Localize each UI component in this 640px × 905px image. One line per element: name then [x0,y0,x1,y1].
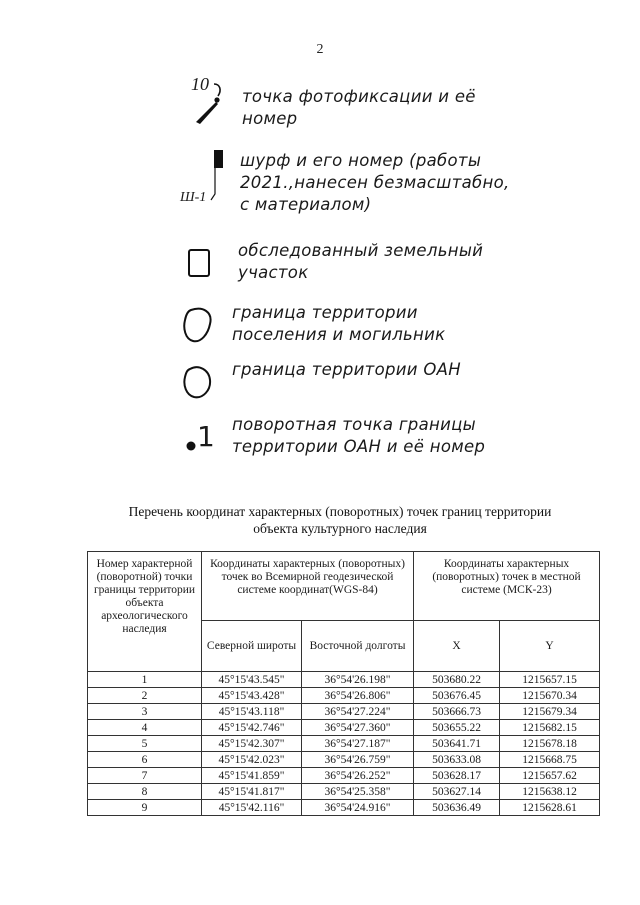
local-system-header: Координаты характерных (поворотных) точек в местной системе (МСК-23) [414,552,600,621]
photo-point-number: 10 [191,74,209,94]
east-longitude-header: Восточной долготы [302,621,414,672]
surveyed-plot-label: обследованный земельный участок [238,241,484,282]
point-number-cell: 1 [88,672,202,688]
y-coordinate-cell: 1215679.34 [500,704,600,720]
oan-boundary-icon [181,364,215,402]
table-header-row [88,552,600,621]
turning-point-number: 1 [197,420,215,453]
north-latitude-header: Северной широты [202,621,302,672]
table-row [88,784,600,800]
longitude-cell: 36°54'27.360" [302,720,414,736]
y-coordinate-cell: 1215678.18 [500,736,600,752]
point-number-cell: 6 [88,752,202,768]
pit-marker-icon [213,149,225,169]
longitude-cell: 36°54'27.224" [302,704,414,720]
x-coordinate-cell: 503655.22 [414,720,500,736]
oan-boundary-label: граница территории ОАН [232,360,461,379]
point-number-cell: 9 [88,800,202,816]
latitude-cell: 45°15'42.746" [202,720,302,736]
x-coordinate-cell: 503666.73 [414,704,500,720]
page-number: 2 [316,42,324,57]
table-row [88,704,600,720]
point-number-cell: 7 [88,768,202,784]
x-coordinate-cell: 503680.22 [414,672,500,688]
latitude-cell: 45°15'42.116" [202,800,302,816]
coordinates-table [87,551,600,816]
point-number-cell: 5 [88,736,202,752]
latitude-cell: 45°15'43.545" [202,672,302,688]
y-coordinate-cell: 1215657.62 [500,768,600,784]
latitude-cell: 45°15'43.118" [202,704,302,720]
pit-code: Ш-1 [180,190,207,205]
photo-point-label: точка фотофиксации и её номер [242,87,476,128]
photo-point-arrow-icon [192,80,232,128]
turning-point-label: поворотная точка границы территории ОАН и её номер [232,415,486,456]
latitude-cell: 45°15'43.428" [202,688,302,704]
y-coordinate-cell: 1215638.12 [500,784,600,800]
x-coordinate-cell: 503628.17 [414,768,500,784]
wgs-header: Координаты характерных (поворотных) точек во Всемирной геодезической системе координат(WGS-84) [202,552,414,621]
table-row [88,800,600,816]
surveyed-plot-icon [186,247,212,279]
settlement-boundary-label: граница территории поселения и могильник [232,303,446,344]
x-coordinate-cell: 503676.45 [414,688,500,704]
pit-label: шурф и его номер (работы 2021.,нанесен безмасштабно, с материалом) [240,151,510,214]
point-number-cell: 2 [88,688,202,704]
table-row [88,720,600,736]
latitude-cell: 45°15'41.817" [202,784,302,800]
longitude-cell: 36°54'26.198" [302,672,414,688]
point-number-header: Номер характерной (поворотной) точки границы территории объекта археологического наследия [88,552,202,672]
y-coordinate-cell: 1215682.15 [500,720,600,736]
x-coordinate-cell: 503633.08 [414,752,500,768]
longitude-cell: 36°54'24.916" [302,800,414,816]
settlement-boundary-icon [181,306,215,346]
y-coordinate-cell: 1215668.75 [500,752,600,768]
table-row [88,672,600,688]
longitude-cell: 36°54'25.358" [302,784,414,800]
x-coordinate-cell: 503641.71 [414,736,500,752]
point-number-cell: 8 [88,784,202,800]
longitude-cell: 36°54'27.187" [302,736,414,752]
y-coordinate-cell: 1215628.61 [500,800,600,816]
y-header: Y [500,621,600,672]
longitude-cell: 36°54'26.252" [302,768,414,784]
latitude-cell: 45°15'42.307" [202,736,302,752]
x-coordinate-cell: 503636.49 [414,800,500,816]
y-coordinate-cell: 1215657.15 [500,672,600,688]
longitude-cell: 36°54'26.759" [302,752,414,768]
table-caption: Перечень координат характерных (поворотных) точек границ территории объекта культурного наследия [128,504,552,536]
point-number-cell: 4 [88,720,202,736]
x-coordinate-cell: 503627.14 [414,784,500,800]
table-row [88,768,600,784]
table-row [88,736,600,752]
point-number-cell: 3 [88,704,202,720]
longitude-cell: 36°54'26.806" [302,688,414,704]
x-header: X [414,621,500,672]
turning-point-dot-icon [185,440,197,452]
table-row [88,752,600,768]
pit-leader-line [209,168,221,202]
table-row [88,688,600,704]
latitude-cell: 45°15'42.023" [202,752,302,768]
latitude-cell: 45°15'41.859" [202,768,302,784]
y-coordinate-cell: 1215670.34 [500,688,600,704]
